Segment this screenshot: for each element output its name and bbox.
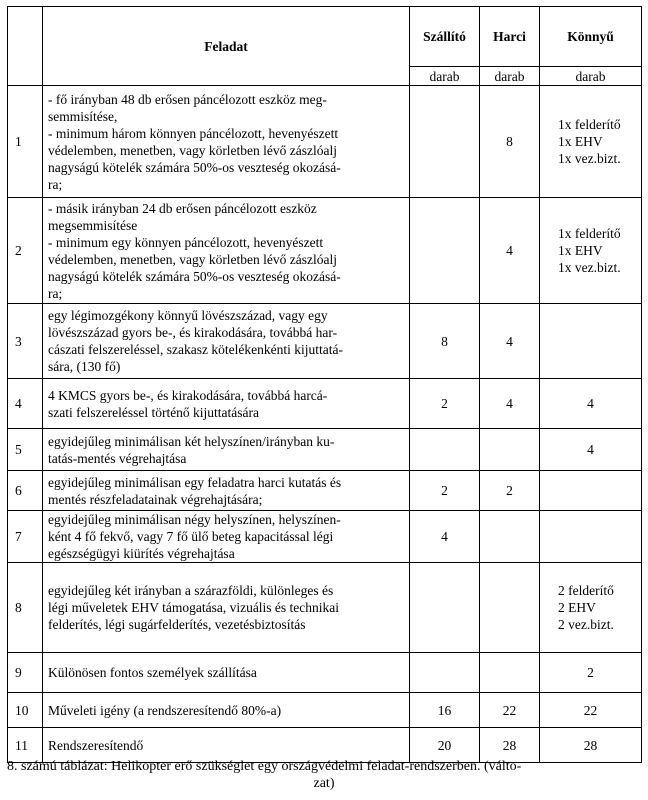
task-line: nagyságú kötelék számára 50%-os veszteség okozásá- xyxy=(48,268,341,284)
row-number: 2 xyxy=(8,198,43,304)
task-line: - másik irányban 24 db erősen páncélozott eszköz xyxy=(48,200,317,216)
szallito-cell: 16 xyxy=(410,693,480,728)
harci-cell: 4 xyxy=(480,198,540,304)
task-line: sára, (130 fő) xyxy=(48,359,121,374)
harci-cell xyxy=(480,653,540,693)
table-row xyxy=(8,693,642,728)
header-feladat: Feladat xyxy=(43,7,410,86)
konnyu-line: 1x vez.bizt. xyxy=(558,260,621,275)
table-row xyxy=(8,653,642,693)
szallito-cell xyxy=(410,653,480,693)
task-line: szati felszereléssel történő kijuttatására xyxy=(48,404,260,420)
szallito-cell: 4 xyxy=(410,511,480,563)
row-number: 7 xyxy=(8,511,43,563)
szallito-cell: 20 xyxy=(410,728,480,763)
konnyu-line: 2 felderítő xyxy=(558,583,614,598)
konnyu-line: 22 xyxy=(583,702,598,718)
row-number: 9 xyxy=(8,653,43,693)
task-line: egyidejűleg két irányban a szárazföldi, különleges és xyxy=(48,583,334,598)
task-line: Műveleti igény (a rendszeresítendő 80%-a) xyxy=(48,702,282,718)
unit-konnyu: darab xyxy=(540,67,642,86)
task-line: - minimum egy könnyen páncélozott, hevenyészett xyxy=(48,234,324,250)
konnyu-line: 2 xyxy=(587,665,594,680)
task-line: Különösen fontos személyek szállítása xyxy=(48,665,257,680)
szallito-cell xyxy=(410,563,480,653)
konnyu-line: 1x EHV xyxy=(558,243,603,258)
task-line: lövészszázad gyors be-, és kirakodására, továbbá har- xyxy=(48,325,338,340)
table-row xyxy=(8,86,642,198)
harci-cell: 8 xyxy=(480,86,540,198)
task-cell xyxy=(43,379,410,429)
task-line: Rendszeresítendő xyxy=(48,737,144,753)
task-cell xyxy=(43,693,410,728)
table-row xyxy=(8,379,642,429)
task-line: ként 4 fő fekvő, vagy 7 fő ülő beteg kapacitással légi xyxy=(48,529,334,544)
task-line: légi műveletek EHV támogatása, vizuális és technikai xyxy=(48,600,340,615)
task-cell xyxy=(43,653,410,693)
task-cell xyxy=(43,471,410,511)
task-cell xyxy=(43,429,410,471)
szallito-cell xyxy=(410,198,480,304)
table-row xyxy=(8,429,642,471)
unit-harci: darab xyxy=(480,67,540,86)
harci-cell: 4 xyxy=(480,379,540,429)
table-caption xyxy=(7,758,641,792)
task-cell xyxy=(43,511,410,563)
row-number: 11 xyxy=(8,728,43,763)
konnyu-line: 4 xyxy=(587,442,594,457)
konnyu-line: 1x felderítő xyxy=(558,226,621,241)
task-line: - minimum három könnyen páncélozott, hevenyészett xyxy=(48,125,339,141)
task-line: 4 KMCS gyors be-, és kirakodására, továbbá harcá- xyxy=(48,387,328,403)
header-konnyu: Könnyű xyxy=(540,7,642,67)
task-line: ra; xyxy=(48,176,63,192)
szallito-cell xyxy=(410,429,480,471)
harci-cell xyxy=(480,429,540,471)
caption-line-1: 8. számú táblázat: Helikopter erő szükséglet egy országvédelmi feladat-rendszerben. (válto- xyxy=(7,759,522,774)
header-szallito: Szállító xyxy=(410,7,480,67)
konnyu-line: 2 vez.bizt. xyxy=(558,617,614,632)
task-line: nagyságú kötelék számára 50%-os veszteség okozásá- xyxy=(48,159,341,175)
row-number: 8 xyxy=(8,563,43,653)
harci-cell: 28 xyxy=(480,728,540,763)
konnyu-cell xyxy=(540,429,642,471)
task-line: egészségügyi kiürítés végrehajtása xyxy=(48,546,235,561)
konnyu-cell xyxy=(540,511,642,563)
task-line: cászati felszereléssel, szakasz kötelékenkénti kijuttatá- xyxy=(48,342,343,357)
caption-line-2: zat) xyxy=(313,776,335,791)
konnyu-line: 1x vez.bizt. xyxy=(558,151,621,166)
szallito-cell: 8 xyxy=(410,304,480,379)
row-number: 4 xyxy=(8,379,43,429)
unit-szallito: darab xyxy=(410,67,480,86)
task-line: tatás-mentés végrehajtása xyxy=(48,450,187,466)
task-line: egy légimozgékony könnyű lövészszázad, vagy egy xyxy=(48,308,328,323)
konnyu-cell xyxy=(540,379,642,429)
header-empty xyxy=(8,7,43,86)
task-line: megsemmisítése xyxy=(48,217,138,233)
szallito-cell: 2 xyxy=(410,471,480,511)
task-cell xyxy=(43,563,410,653)
szallito-cell xyxy=(410,86,480,198)
table-body xyxy=(8,86,642,763)
helicopter-requirements-table xyxy=(7,6,642,763)
harci-cell: 2 xyxy=(480,471,540,511)
szallito-cell: 2 xyxy=(410,379,480,429)
task-line: védelemben, menetben, vagy körletben lévő zászlóalj xyxy=(48,142,338,158)
task-line: egyidejűleg minimálisan két helyszínen/irányban ku- xyxy=(48,433,335,449)
row-number: 5 xyxy=(8,429,43,471)
konnyu-cell xyxy=(540,693,642,728)
konnyu-line: 28 xyxy=(583,737,598,753)
task-line: felderítés, légi sugárfelderítés, vezetésbiztosítás xyxy=(48,617,306,632)
header-harci: Harci xyxy=(480,7,540,67)
konnyu-line: 2 EHV xyxy=(558,600,596,615)
table-row xyxy=(8,511,642,563)
harci-cell xyxy=(480,563,540,653)
konnyu-cell xyxy=(540,563,642,653)
row-number: 6 xyxy=(8,471,43,511)
konnyu-cell xyxy=(540,304,642,379)
konnyu-line: 1x felderítő xyxy=(558,117,621,132)
row-number: 1 xyxy=(8,86,43,198)
row-number: 3 xyxy=(8,304,43,379)
table-row xyxy=(8,563,642,653)
konnyu-cell xyxy=(540,86,642,198)
header-row xyxy=(8,7,642,67)
table-row xyxy=(8,471,642,511)
task-cell xyxy=(43,198,410,304)
task-line: semmisítése, xyxy=(48,108,118,124)
konnyu-cell xyxy=(540,198,642,304)
harci-cell xyxy=(480,511,540,563)
table-row xyxy=(8,198,642,304)
task-line: ra; xyxy=(48,285,63,301)
konnyu-cell xyxy=(540,653,642,693)
task-line: védelemben, menetben, vagy körletben lévő zászlóalj xyxy=(48,251,338,267)
task-cell xyxy=(43,86,410,198)
konnyu-cell xyxy=(540,471,642,511)
table-row xyxy=(8,304,642,379)
task-line: egyidejűleg minimálisan négy helyszínen, helyszínen- xyxy=(48,512,341,527)
harci-cell: 4 xyxy=(480,304,540,379)
task-line: - fő irányban 48 db erősen páncélozott eszköz meg- xyxy=(48,91,327,107)
row-number: 10 xyxy=(8,693,43,728)
task-line: mentés részfeladatainak végrehajtására; xyxy=(48,491,263,507)
konnyu-line: 4 xyxy=(587,396,594,411)
task-cell xyxy=(43,304,410,379)
harci-cell: 22 xyxy=(480,693,540,728)
konnyu-line: 1x EHV xyxy=(558,134,603,149)
task-line: egyidejűleg minimálisan egy feladatra harci kutatás és xyxy=(48,474,342,490)
